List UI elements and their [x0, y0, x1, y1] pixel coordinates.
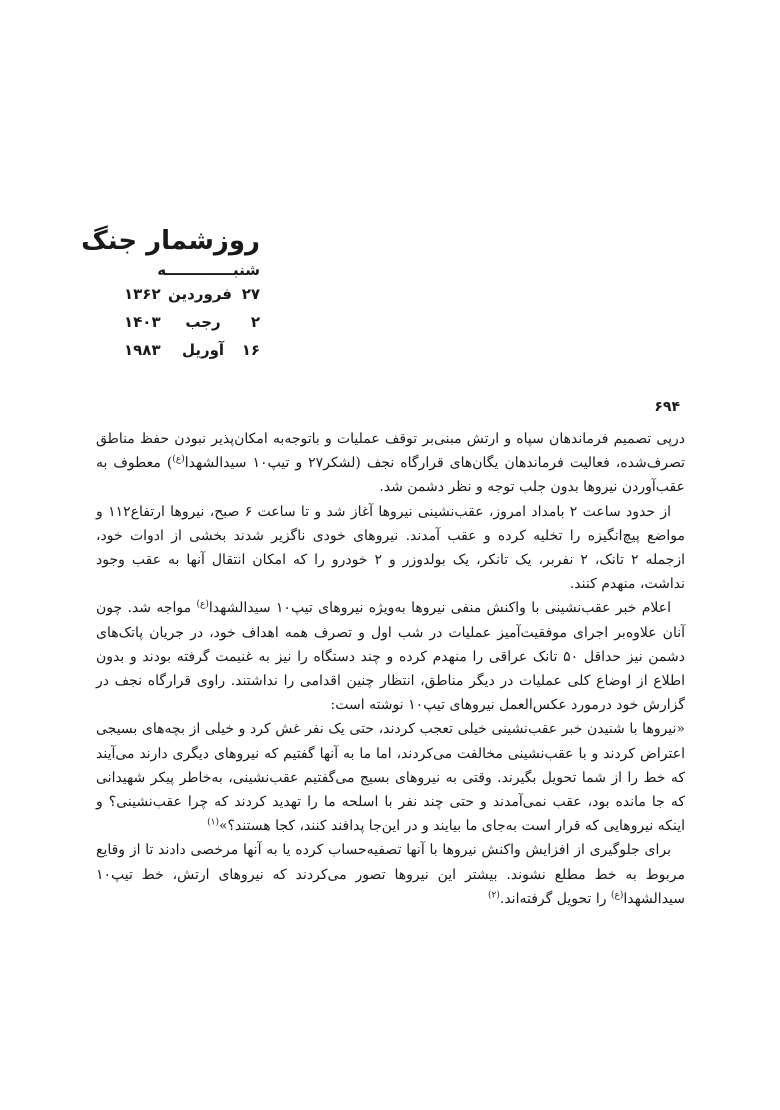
honorific-mark: (ع)	[610, 890, 624, 901]
paragraph-text: مواجه شد. چون آنان علاوه‌بر اجرای موفقیت‌آمیز عملیات در شب اول و تصرف همه اهداف خود، در جریان پاتک‌های دشمن نیز حداقل ۵۰ تانک عراقی را منهدم کرده و چند دستگاه را نیز به غنیمت گرفته بودند و بدون اطلاع از اوضاع کلی عملیات در دیگر مناطق، انتظار چنین اقدامی را نداشتند. راوی قرارگاه نجف در گزارش خود درمورد عکس‌العمل نیروهای تیپ۱۰ نوشته است:	[96, 600, 685, 714]
paragraph	[96, 596, 685, 717]
date-day: ۲۷	[241, 285, 260, 303]
chapter-title: روزشمار جنگ	[81, 226, 260, 256]
paragraph	[96, 427, 685, 500]
date-year: ۱۹۸۳	[124, 341, 161, 359]
page-number: ۶۹۴	[654, 399, 680, 415]
date-row-lunar	[80, 308, 260, 336]
date-row-gregorian	[80, 336, 260, 364]
paragraph-text: درپی تصمیم فرماندهان سپاه و ارتش مبنی‌بر توقف عملیات و باتوجه‌به امکان‌پذیر نبودن حفظ مناطق تصرف‌شده، فعالیت فرماندهان یگان‌های قرارگاه نجف (لشکر۲۷ و تیپ۱۰ سیدالشهدا	[96, 431, 685, 472]
date-year: ۱۳۶۲	[124, 285, 161, 303]
paragraph-text: از حدود ساعت ۲ بامداد امروز، عقب‌نشینی نیروها آغاز شد و تا ساعت ۶ صبح، نیروها ارتفاع۱۱۲ و مواضع پیچ‌انگیزه را تخلیه کرده و عقب آمدند. نیروهای خودی ناگزیر شدند بخشی از ادوات خود، ازجمله ۲ تانک، ۲ نفربر، یک تانکر، یک بولدوزر و ۲ خودرو را که امکان انتقال آنها به عقب وجود نداشت، منهدم کنند.	[96, 503, 686, 593]
paragraph-text: را تحویل گرفته‌اند.	[499, 890, 611, 907]
paragraph-text: برای جلوگیری از افزایش واکنش نیروها با آنها تصفیه‌حساب کرده یا به آنها مرخصی دادند تا از وقایع مربوط به خط مطلع نشوند. بیشتر این نیروها تصور می‌کردند که نیروهای ارتش، خط تیپ۱۰ سیدالشهدا	[96, 842, 685, 907]
date-month: فروردین	[168, 285, 232, 303]
honorific-mark: (ع)	[196, 599, 209, 610]
date-day: ۱۶	[241, 341, 260, 359]
date-month: رجب	[185, 313, 221, 331]
footnote-ref: (۲)	[488, 890, 500, 901]
quote-text: «نیروها با شنیدن خبر عقب‌نشینی خیلی تعجب کردند، حتی یک نفر غش کرد و خیلی از بچه‌های بسیجی اعتراض کردند و با عقب‌نشینی مخالفت می‌کردند، اما ما به آنها گفتیم که نیروهای دیگری دارند می‌آیند که خط را از شما تحویل بگیرند. وقتی به نیروهای بسیج می‌گفتیم عقب‌نشینی، به‌خاطر پیکر شهیدانی که جا مانده بود، عقب نمی‌آمدند و حتی چند نفر با اسلحه ما را تهدید کردند که چرا عقب‌نشینی؟ و اینکه نیروهایی که قرار است به‌جای ما بیایند و در این‌جا پدافند کنند، کجا هستند؟»	[96, 721, 685, 835]
body-text	[96, 427, 685, 911]
paragraph-text: اعلام خبر عقب‌نشینی با واکنش منفی نیروها به‌ویژه نیروهای تیپ۱۰ سیدالشهدا	[208, 600, 671, 617]
paragraph	[96, 500, 685, 597]
paragraph	[96, 838, 685, 911]
honorific-mark: (ع)	[172, 454, 185, 465]
paragraph-text: ) معطوف به عقب‌آوردن نیروها بدون جلب توجه و نظر دشمن شد.	[96, 455, 685, 496]
date-day: ۲	[250, 313, 260, 331]
date-year: ۱۴۰۳	[124, 313, 161, 331]
footnote-ref: (۱)	[207, 817, 219, 828]
quote-paragraph	[96, 717, 685, 838]
date-row-solar	[80, 280, 260, 308]
chapter-header	[80, 224, 260, 364]
weekday-label: شنبـــــــــــــه	[157, 261, 260, 279]
date-month: آوریل	[181, 341, 225, 359]
